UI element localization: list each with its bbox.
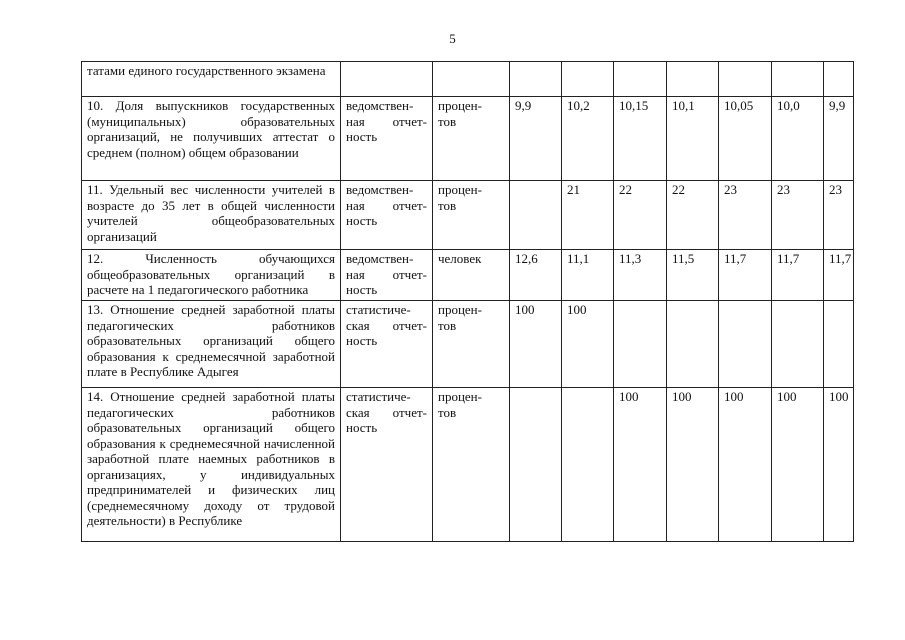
value-cell: 9,9: [824, 97, 854, 181]
source-cell: [341, 62, 433, 97]
value-cell: 11,1: [562, 250, 614, 301]
value-cell: [510, 181, 562, 250]
value-cell: 21: [562, 181, 614, 250]
value-cell: 10,1: [667, 97, 719, 181]
indicator-cell: 12. Численность обучающихся общеобразовательных организаций в расчете на 1 педагогического работника: [82, 250, 341, 301]
table-row: [82, 181, 854, 250]
source-line: ведомствен-: [346, 182, 414, 197]
value-cell: 100: [824, 388, 854, 542]
value-cell: 100: [772, 388, 824, 542]
source-line: ская отчет-: [346, 404, 427, 420]
value-cell: 10,05: [719, 97, 772, 181]
unit-line: процен-: [438, 98, 482, 113]
value-cell: 11,5: [667, 250, 719, 301]
source-line: ная отчет-: [346, 113, 427, 129]
value-cell: 100: [614, 388, 667, 542]
value-cell: [824, 62, 854, 97]
indicators-table: [81, 61, 854, 542]
table-row: [82, 388, 854, 542]
source-line: ность: [346, 282, 378, 297]
value-cell: [562, 388, 614, 542]
value-cell: [667, 62, 719, 97]
value-cell: [772, 62, 824, 97]
indicator-cell: татами единого государственного экзамена: [82, 62, 341, 97]
value-cell: 11,7: [719, 250, 772, 301]
page-number: 5: [449, 31, 456, 46]
source-line: ная отчет-: [346, 197, 427, 213]
value-cell: [824, 301, 854, 388]
table-row: [82, 62, 854, 97]
value-cell: 100: [562, 301, 614, 388]
unit-cell: [433, 181, 510, 250]
unit-cell: человек: [433, 250, 510, 301]
value-cell: [719, 301, 772, 388]
value-cell: [510, 62, 562, 97]
source-cell: [341, 181, 433, 250]
unit-cell: [433, 62, 510, 97]
value-cell: 10,0: [772, 97, 824, 181]
source-line: ная отчет-: [346, 266, 427, 282]
unit-line: тов: [438, 317, 457, 333]
value-cell: [510, 388, 562, 542]
source-cell: [341, 97, 433, 181]
table-row: [82, 250, 854, 301]
value-cell: 100: [719, 388, 772, 542]
value-cell: 22: [667, 181, 719, 250]
source-line: ская отчет-: [346, 317, 427, 333]
source-line: статистиче-: [346, 302, 411, 317]
value-cell: [614, 62, 667, 97]
source-line: ведомствен-: [346, 98, 414, 113]
value-cell: [562, 62, 614, 97]
unit-cell: [433, 301, 510, 388]
unit-line: процен-: [438, 182, 482, 197]
value-cell: 100: [510, 301, 562, 388]
value-cell: 23: [772, 181, 824, 250]
source-cell: [341, 301, 433, 388]
value-cell: 12,6: [510, 250, 562, 301]
source-line: статистиче-: [346, 389, 411, 404]
table-row: [82, 301, 854, 388]
source-line: ность: [346, 129, 378, 144]
value-cell: 22: [614, 181, 667, 250]
indicator-cell: 11. Удельный вес численности учителей в возрасте до 35 лет в общей численности учителей общеобразовательных организаций: [82, 181, 341, 250]
value-cell: [772, 301, 824, 388]
source-line: ность: [346, 213, 378, 228]
indicator-cell: 13. Отношение средней заработной платы педагогических работников образовательных организаций общего образования к среднемесячной заработной плате в Республике Адыгея: [82, 301, 341, 388]
unit-cell: [433, 97, 510, 181]
value-cell: [614, 301, 667, 388]
unit-line: процен-: [438, 302, 482, 317]
value-cell: 11,3: [614, 250, 667, 301]
value-cell: 11,7: [772, 250, 824, 301]
source-cell: [341, 388, 433, 542]
value-cell: 100: [667, 388, 719, 542]
value-cell: 23: [719, 181, 772, 250]
unit-line: тов: [438, 113, 457, 129]
value-cell: 23: [824, 181, 854, 250]
value-cell: [667, 301, 719, 388]
value-cell: 9,9: [510, 97, 562, 181]
value-cell: 10,15: [614, 97, 667, 181]
source-line: ведомствен-: [346, 251, 414, 266]
unit-line: тов: [438, 404, 457, 420]
source-line: ность: [346, 420, 378, 435]
value-cell: 10,2: [562, 97, 614, 181]
value-cell: [719, 62, 772, 97]
unit-cell: [433, 388, 510, 542]
value-cell: 11,7: [824, 250, 854, 301]
unit-line: процен-: [438, 389, 482, 404]
source-line: ность: [346, 333, 378, 348]
indicator-cell: 14. Отношение средней заработной платы педагогических работников образовательных организаций общего образования к среднемесячной начисленной заработной плате наемных работников в организациях, у индивидуальных предпринимателей и физических лиц (среднемесячному доходу от трудовой деятельности) в Республике: [82, 388, 341, 542]
source-cell: [341, 250, 433, 301]
indicator-cell: 10. Доля выпускников государственных (муниципальных) образовательных организаций, не получивших аттестат о среднем (полном) общем образовании: [82, 97, 341, 181]
table-row: [82, 97, 854, 181]
unit-line: тов: [438, 197, 457, 213]
